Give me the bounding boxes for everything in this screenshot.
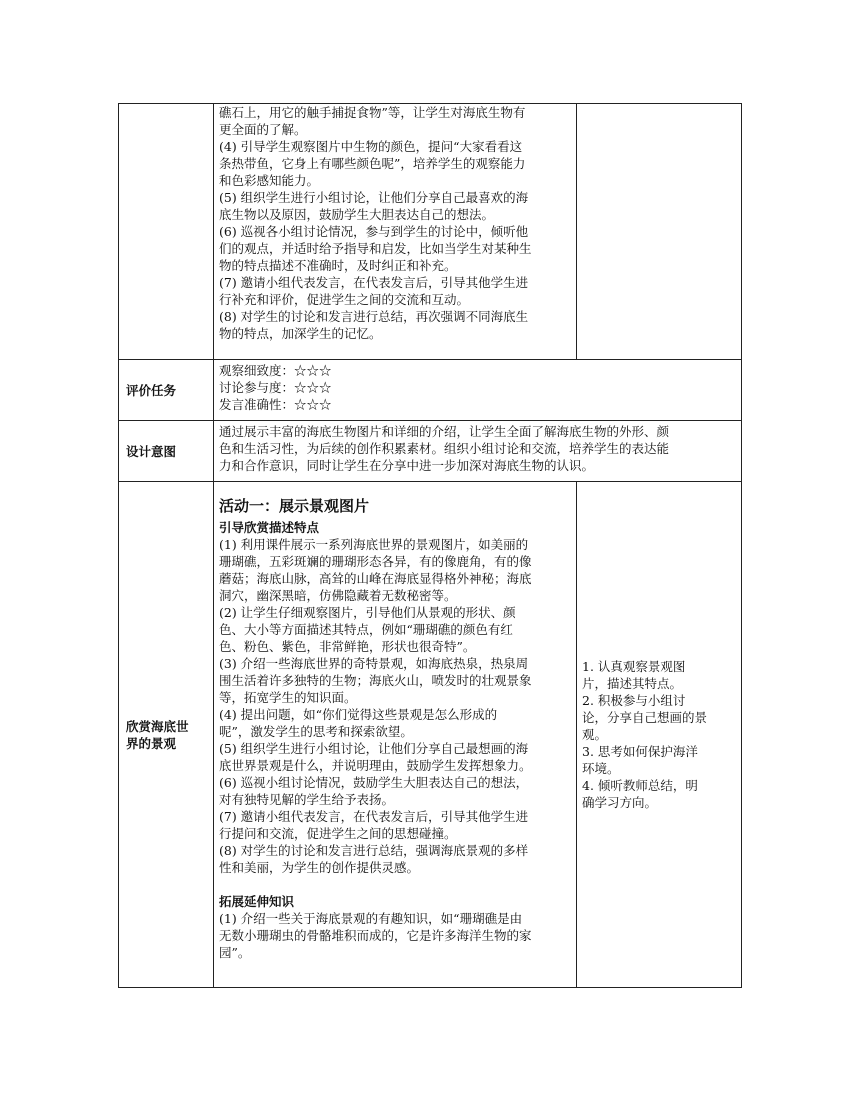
text-line: 们的观点，并适时给予指导和启发，比如当学生对某种生 — [219, 241, 532, 256]
text-line: 珊瑚礁，五彩斑斓的珊瑚形态各异，有的像鹿角，有的像 — [219, 554, 532, 569]
text-line: 礁石上，用它的触手捕捉食物”等，让学生对海底生物有 — [219, 105, 526, 120]
text-line: 底生物以及原因，鼓励学生大胆表达自己的想法。 — [219, 207, 495, 222]
student-task-line: 确学习方向。 — [582, 795, 658, 810]
text-line: (4) 提出问题，如“你们觉得这些景观是怎么形成的 — [219, 707, 498, 722]
text-line: 通过展示丰富的海底生物图片和详细的介绍，让学生全面了解海底生物的外形、颜 — [219, 424, 670, 439]
activity-label-line: 界的景观 — [126, 735, 177, 751]
text-line: 更全面的了解。 — [219, 122, 307, 137]
student-task-line: 2. 积极参与小组讨 — [582, 693, 686, 708]
text-line: (1) 介绍一些关于海底景观的有趣知识，如“珊瑚礁是由 — [219, 911, 523, 926]
design-intent-content — [214, 421, 742, 482]
text-line: 园”。 — [219, 945, 251, 960]
student-task-line: 论，分享自己想画的景 — [582, 710, 708, 725]
lesson-plan-table-page — [118, 103, 741, 988]
lesson-plan-table — [118, 103, 742, 988]
text-line: 等，拓宽学生的知识面。 — [219, 690, 357, 705]
text-line: 蘑菇；海底山脉，高耸的山峰在海底显得格外神秘；海底 — [219, 571, 532, 586]
text-line: 条热带鱼，它身上有哪些颜色呢”，培养学生的观察能力 — [219, 156, 526, 171]
text-line: (3) 介绍一些海底世界的奇特景观，如海底热泉，热泉周 — [219, 656, 529, 671]
text-line: (4) 引导学生观察图片中生物的颜色，提问“大家看看这 — [219, 139, 523, 154]
table-row-activity-landscape — [119, 482, 742, 988]
student-task-line: 4. 倾听教师总结，明 — [582, 778, 698, 793]
evaluation-content — [214, 360, 742, 421]
text-line: 底世界景观是什么，并说明理由，鼓励学生发挥想象力。 — [219, 758, 532, 773]
text-line: 性和美丽，为学生的创作提供灵感。 — [219, 860, 420, 875]
text-line: 色和生活习性，为后续的创作积累素材。组织小组讨论和交流，培养学生的表达能 — [219, 441, 670, 456]
text-line: 行补充和评价，促进学生之间的交流和互动。 — [219, 292, 470, 307]
activity-heading: 活动一：展示景观图片 — [219, 497, 370, 515]
text-line: (8) 对学生的讨论和发言进行总结，强调海底景观的多样 — [219, 843, 529, 858]
activity-subheading: 拓展延伸知识 — [219, 894, 295, 909]
evaluation-label: 评价任务 — [119, 360, 214, 421]
evaluation-item: 讨论参与度：☆☆☆ — [219, 380, 332, 395]
text-line: (1) 利用课件展示一系列海底世界的景观图片，如美丽的 — [219, 537, 529, 552]
activity-label-line: 欣赏海底世 — [126, 718, 189, 734]
text-line: (2) 让学生仔细观察图片，引导他们从景观的形状、颜 — [219, 605, 516, 620]
text-line: 力和合作意识，同时让学生在分享中进一步加深对海底生物的认识。 — [219, 458, 595, 473]
student-task-line: 3. 思考如何保护海洋 — [582, 744, 698, 759]
activity-subheading: 引导欣赏描述特点 — [219, 520, 320, 535]
text-line: 行提问和交流，促进学生之间的思想碰撞。 — [219, 826, 457, 841]
text-line: 呢”，激发学生的思考和探索欲望。 — [219, 724, 413, 739]
student-task-line: 环境。 — [582, 761, 620, 776]
student-task-line: 1. 认真观察景观图 — [582, 659, 686, 674]
text-line: 物的特点描述不准确时，及时纠正和补充。 — [219, 258, 457, 273]
activity-teacher-cell — [214, 482, 577, 988]
text-line: 和色彩感知能力。 — [219, 173, 320, 188]
table-row-continued-activity — [119, 104, 742, 360]
text-line: 对有独特见解的学生给予表扬。 — [219, 792, 395, 807]
teacher-activity-cell — [214, 104, 577, 360]
text-line: 色、大小等方面描述其特点，例如“珊瑚礁的颜色有红 — [219, 622, 513, 637]
text-line: 无数小珊瑚虫的骨骼堆积而成的，它是许多海洋生物的家 — [219, 928, 532, 943]
text-line: (5) 组织学生进行小组讨论，让他们分享自己最喜欢的海 — [219, 190, 529, 205]
text-line: (5) 组织学生进行小组讨论，让他们分享自己最想画的海 — [219, 741, 529, 756]
text-line: (7) 邀请小组代表发言，在代表发言后，引导其他学生进 — [219, 275, 529, 290]
evaluation-item: 观察细致度：☆☆☆ — [219, 363, 332, 378]
student-task-line: 片，描述其特点。 — [582, 676, 683, 691]
student-activity-cell-empty — [577, 104, 742, 360]
evaluation-item: 发言准确性：☆☆☆ — [219, 397, 332, 412]
text-line: 围生活着许多独特的生物；海底火山，喷发时的壮观景象 — [219, 673, 532, 688]
text-line: 色、粉色、紫色，非常鲜艳，形状也很奇特”。 — [219, 639, 476, 654]
table-row-design-intent — [119, 421, 742, 482]
table-row-evaluation — [119, 360, 742, 421]
student-task-line: 观。 — [582, 727, 608, 742]
text-line: (7) 邀请小组代表发言，在代表发言后，引导其他学生进 — [219, 809, 529, 824]
text-line: 物的特点，加深学生的记忆。 — [219, 326, 382, 341]
text-line: (6) 巡视小组讨论情况，鼓励学生大胆表达自己的想法， — [219, 775, 529, 790]
spacer — [219, 876, 571, 893]
text-line: (6) 巡视各小组讨论情况，参与到学生的讨论中，倾听他 — [219, 224, 529, 239]
activity-student-cell — [577, 482, 742, 988]
text-line: 洞穴，幽深黑暗，仿佛隐藏着无数秘密等。 — [219, 588, 457, 603]
design-intent-label: 设计意图 — [119, 421, 214, 482]
text-line: (8) 对学生的讨论和发言进行总结，再次强调不同海底生 — [219, 309, 529, 324]
empty-label-cell — [119, 104, 214, 360]
activity-label — [119, 482, 214, 988]
